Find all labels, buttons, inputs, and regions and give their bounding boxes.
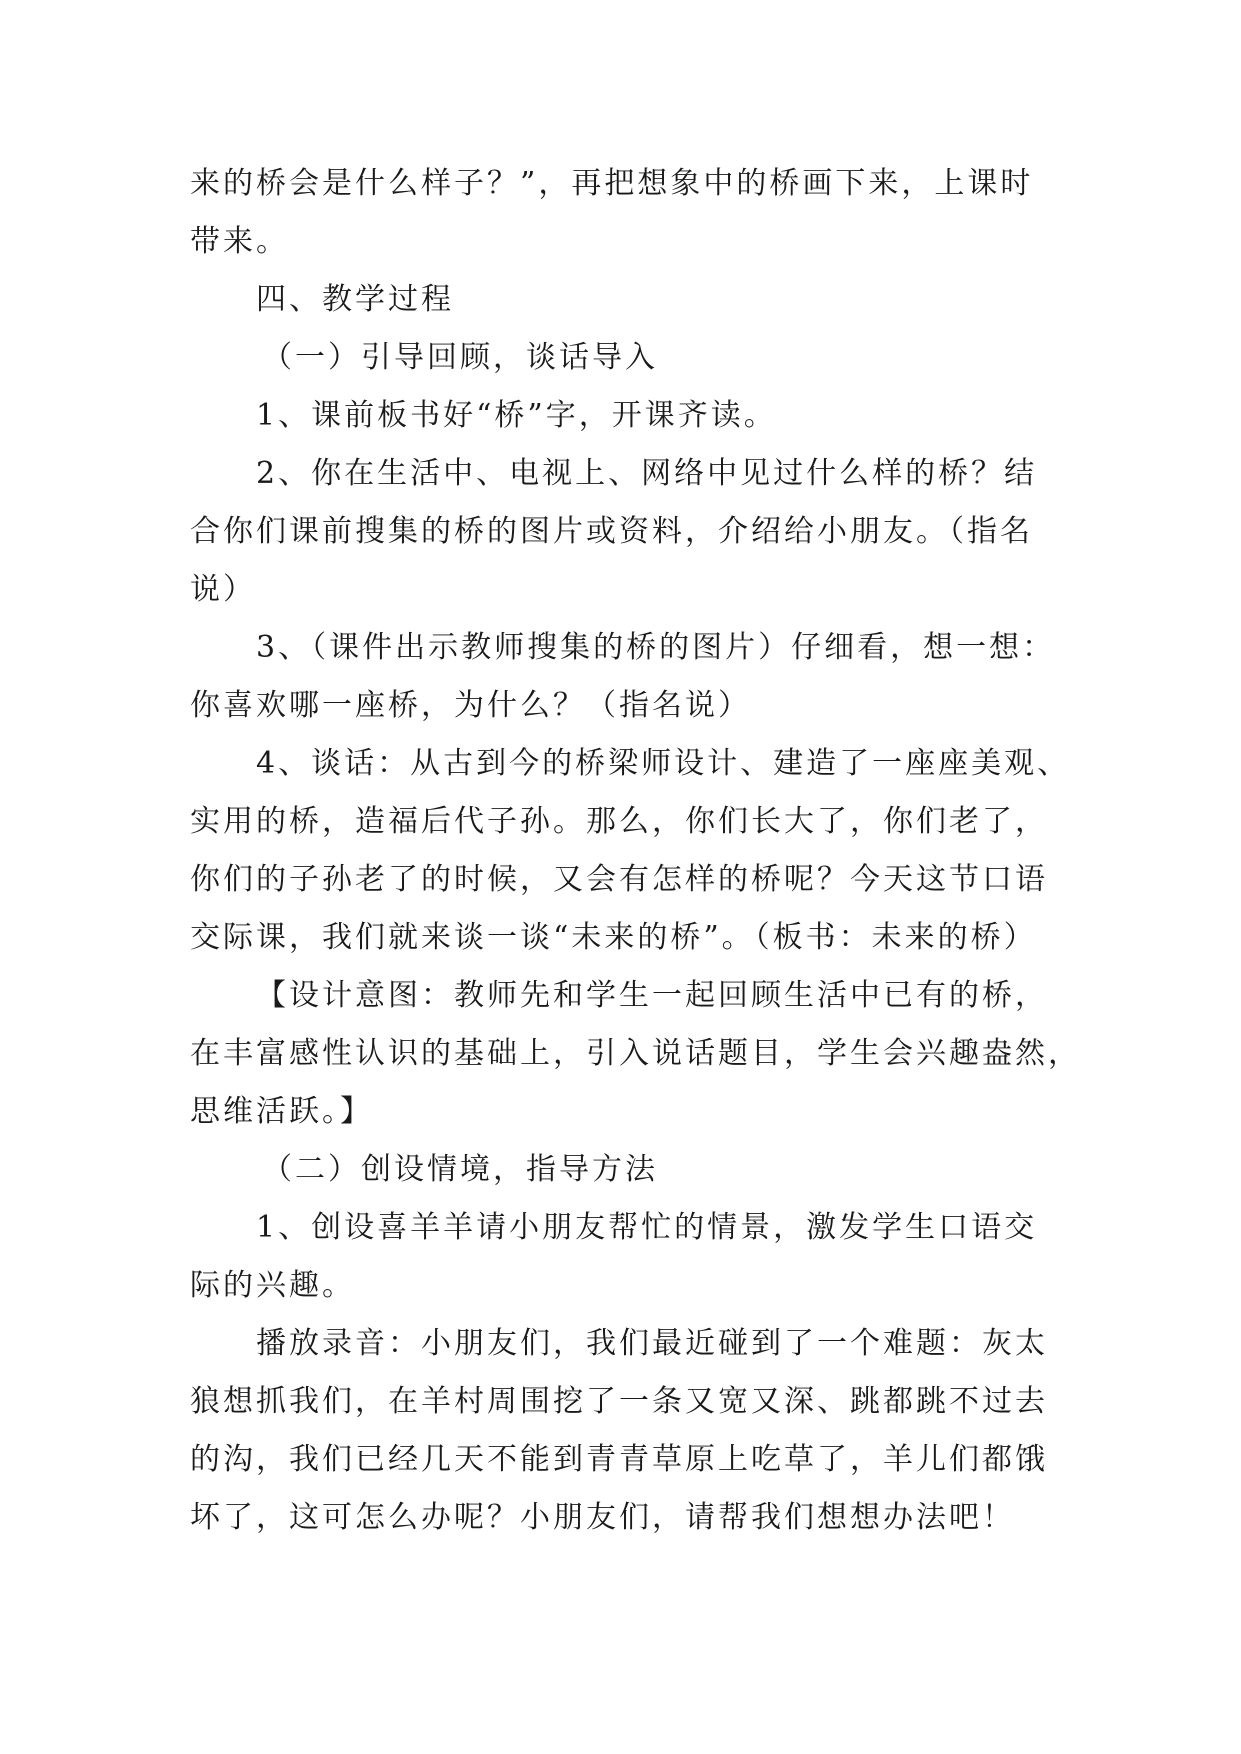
paragraph-line: 你们的子孙老了的时候，又会有怎样的桥呢？今天这节口语 — [190, 862, 1048, 897]
paragraph-line: 交际课，我们就来谈一谈“未来的桥”。（板书：未来的桥） — [190, 920, 1037, 955]
design-intent-line: 在丰富感性认识的基础上，引入说话题目，学生会兴趣盎然， — [190, 1036, 1081, 1071]
paragraph-line: 实用的桥，造福后代子孙。那么，你们长大了，你们老了， — [190, 804, 1048, 839]
paragraph-line: 坏了，这可怎么办呢？小朋友们，请帮我们想想办法吧！ — [190, 1500, 1015, 1535]
paragraph-line: 4、谈话：从古到今的桥梁师设计、建造了一座座美观、 — [256, 746, 1071, 781]
design-intent-line: 【设计意图：教师先和学生一起回顾生活中已有的桥， — [256, 978, 1048, 1013]
document-page — [190, 155, 1081, 1547]
section-heading: 四、教学过程 — [256, 282, 454, 317]
design-intent-line: 思维活跃。】 — [190, 1094, 373, 1129]
subsection-heading: （一）引导回顾，谈话导入 — [262, 340, 658, 375]
paragraph-line: 1、课前板书好“桥”字，开课齐读。 — [256, 398, 777, 433]
paragraph-line: 1、创设喜羊羊请小朋友帮忙的情景，激发学生口语交 — [256, 1210, 1038, 1245]
paragraph-line: 的沟，我们已经几天不能到青青草原上吃草了，羊儿们都饿 — [190, 1442, 1048, 1477]
paragraph-line: 说） — [190, 572, 256, 607]
paragraph-line: 带来。 — [190, 224, 289, 259]
paragraph-line: 播放录音：小朋友们，我们最近碰到了一个难题：灰太 — [256, 1326, 1048, 1361]
paragraph-line: 狼想抓我们，在羊村周围挖了一条又宽又深、跳都跳不过去 — [190, 1384, 1048, 1419]
subsection-heading: （二）创设情境，指导方法 — [262, 1152, 658, 1187]
paragraph-line: 3、（课件出示教师搜集的桥的图片）仔细看，想一想： — [256, 630, 1056, 665]
paragraph-line: 你喜欢哪一座桥，为什么？（指名说） — [190, 688, 751, 723]
paragraph-line: 来的桥会是什么样子？”，再把想象中的桥画下来，上课时 — [190, 166, 1034, 201]
paragraph-line: 2、你在生活中、电视上、网络中见过什么样的桥？结 — [256, 456, 1038, 491]
paragraph-line: 际的兴趣。 — [190, 1268, 355, 1303]
paragraph-line: 合你们课前搜集的桥的图片或资料，介绍给小朋友。（指名 — [190, 514, 1033, 549]
